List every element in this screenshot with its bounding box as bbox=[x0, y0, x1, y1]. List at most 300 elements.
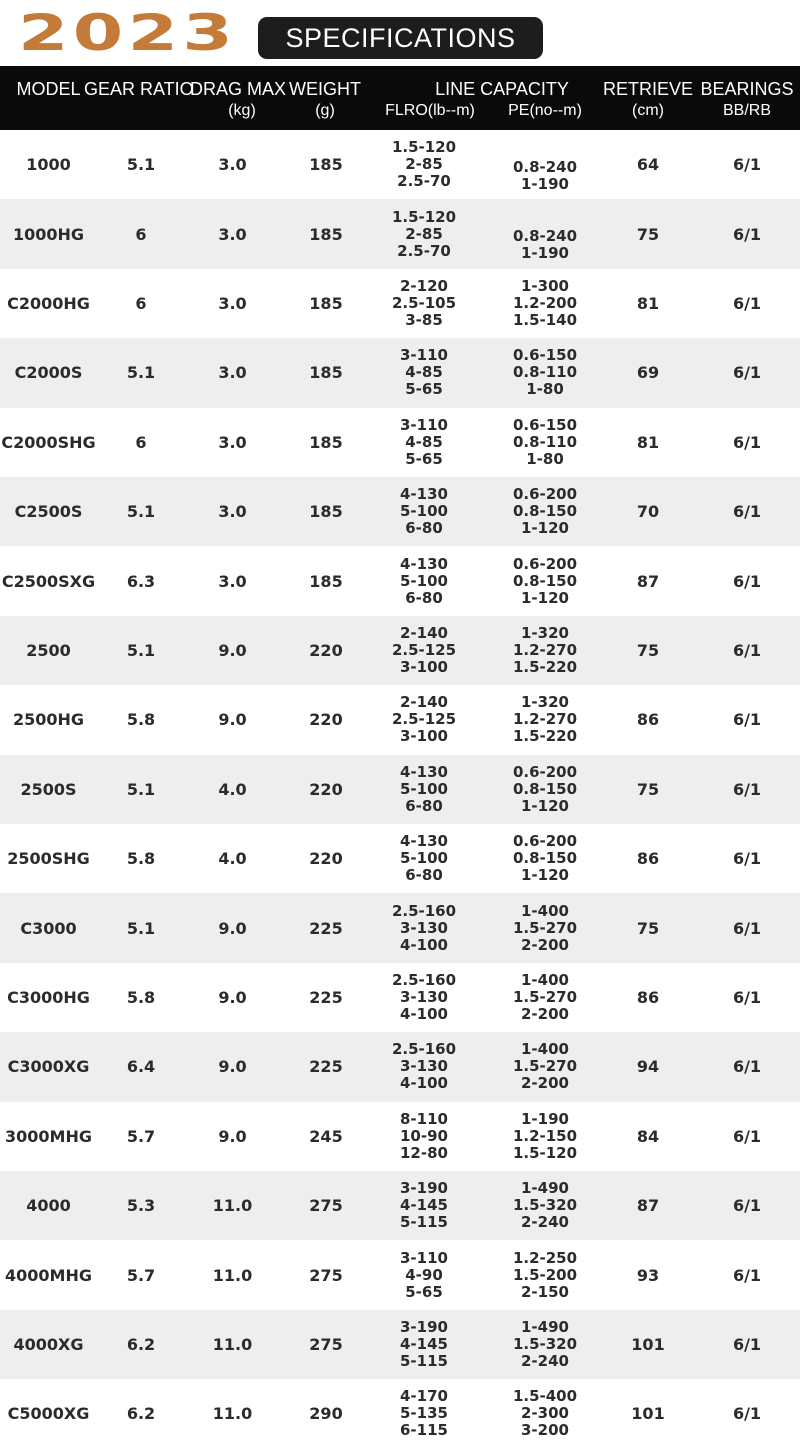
weight-cell: 275 bbox=[309, 1334, 343, 1354]
weight-cell: 220 bbox=[309, 710, 343, 730]
retrieve-cell: 93 bbox=[636, 1265, 660, 1285]
pe-cell-line: 1.5-320 bbox=[512, 1196, 578, 1215]
pe-cell-line: 0.8-240 bbox=[512, 157, 578, 176]
pe-cell bbox=[492, 963, 598, 1032]
weight-cell: 185 bbox=[309, 502, 343, 522]
bearings-cell: 6/1 bbox=[732, 293, 762, 313]
flro-cell-line: 1.5-120 bbox=[391, 207, 457, 226]
flro-cell-line: 2-140 bbox=[400, 693, 448, 712]
flro-cell-line: 2-85 bbox=[405, 224, 443, 243]
pe-cell-line: 0.6-150 bbox=[512, 346, 578, 365]
flro-cell-line: 2.5-160 bbox=[391, 970, 457, 989]
flro-cell-line: 4-85 bbox=[405, 363, 443, 382]
pe-cell-line: 1-190 bbox=[521, 244, 569, 263]
drag-max-cell: 3.0 bbox=[218, 571, 247, 591]
flro-cell-line: 6-80 bbox=[405, 519, 443, 538]
bearings-cell: 6/1 bbox=[732, 571, 762, 591]
table-row bbox=[0, 1171, 800, 1240]
model-cell: 4000 bbox=[26, 1196, 71, 1216]
pe-cell-line: 0.6-200 bbox=[512, 762, 578, 781]
model-cell: C3000XG bbox=[7, 1057, 90, 1077]
retrieve-cell: 75 bbox=[636, 640, 660, 660]
table-row bbox=[0, 963, 800, 1032]
drag-max-cell: 9.0 bbox=[218, 987, 247, 1007]
gear-ratio-cell: 5.1 bbox=[126, 363, 156, 383]
pe-cell-line: 1.2-270 bbox=[512, 640, 578, 659]
flro-cell-line: 5-135 bbox=[400, 1404, 448, 1423]
weight-cell: 220 bbox=[309, 849, 343, 869]
flro-cell-line: 6-80 bbox=[405, 588, 443, 607]
pe-cell-line: 2-150 bbox=[521, 1282, 569, 1301]
pe-cell bbox=[492, 616, 598, 685]
col-bearings-label: BEARINGS bbox=[700, 79, 794, 99]
weight-cell: 185 bbox=[309, 363, 343, 383]
flro-cell-line: 3-130 bbox=[400, 918, 448, 937]
pe-cell bbox=[492, 1240, 598, 1309]
table-row bbox=[0, 1310, 800, 1379]
retrieve-cell: 81 bbox=[636, 432, 660, 452]
table-row bbox=[0, 824, 800, 893]
pe-cell bbox=[492, 893, 598, 962]
drag-max-cell: 9.0 bbox=[218, 640, 247, 660]
retrieve-cell: 86 bbox=[636, 849, 660, 869]
pe-cell-line: 1-80 bbox=[526, 380, 564, 399]
retrieve-cell: 75 bbox=[636, 918, 660, 938]
table-row bbox=[0, 685, 800, 754]
flro-cell-line: 4-170 bbox=[400, 1387, 448, 1406]
pe-cell-line: 1.2-250 bbox=[512, 1248, 578, 1267]
flro-cell-line: 4-145 bbox=[400, 1334, 448, 1353]
gear-ratio-cell: 6.2 bbox=[126, 1334, 156, 1354]
model-cell: C2000S bbox=[14, 363, 83, 383]
table-row bbox=[0, 755, 800, 824]
bearings-cell: 6/1 bbox=[732, 849, 762, 869]
table-row bbox=[0, 408, 800, 477]
col-drag-max bbox=[190, 79, 286, 121]
bearings-cell: 6/1 bbox=[732, 363, 762, 383]
specifications-title bbox=[258, 17, 543, 59]
gear-ratio-cell: 5.7 bbox=[126, 1265, 156, 1285]
flro-cell-line: 5-100 bbox=[400, 849, 448, 868]
bearings-cell: 6/1 bbox=[732, 987, 762, 1007]
drag-max-cell: 4.0 bbox=[218, 849, 247, 869]
gear-ratio-cell: 6.4 bbox=[126, 1057, 156, 1077]
pe-cell-line: 0.8-150 bbox=[512, 849, 578, 868]
table-row bbox=[0, 1240, 800, 1309]
pe-cell-line: 1-490 bbox=[521, 1317, 569, 1336]
drag-max-cell: 3.0 bbox=[218, 363, 247, 383]
pe-cell-line: 1-120 bbox=[521, 519, 569, 538]
gear-ratio-cell: 6 bbox=[135, 224, 147, 244]
col-gear-ratio-label: GEAR RATIO bbox=[84, 79, 194, 99]
flro-cell-line: 6-115 bbox=[400, 1421, 448, 1440]
col-retrieve bbox=[602, 79, 694, 121]
weight-cell: 225 bbox=[309, 1057, 343, 1077]
model-cell: 4000MHG bbox=[5, 1265, 92, 1285]
flro-cell-line: 6-80 bbox=[405, 866, 443, 885]
gear-ratio-cell: 5.1 bbox=[126, 918, 156, 938]
table-row bbox=[0, 546, 800, 615]
flro-cell-line: 3-100 bbox=[400, 727, 448, 746]
weight-cell: 225 bbox=[309, 987, 343, 1007]
weight-cell: 185 bbox=[309, 432, 343, 452]
pe-cell-line: 0.6-200 bbox=[512, 554, 578, 573]
flro-cell-line: 2-140 bbox=[400, 623, 448, 642]
table-row bbox=[0, 477, 800, 546]
flro-cell-line: 3-130 bbox=[400, 1057, 448, 1076]
col-gear-ratio bbox=[84, 79, 194, 100]
weight-cell: 290 bbox=[309, 1404, 343, 1424]
drag-max-cell: 11.0 bbox=[212, 1196, 253, 1216]
pe-cell bbox=[492, 130, 598, 199]
pe-cell-line: 3-200 bbox=[521, 1421, 569, 1440]
col-weight bbox=[285, 79, 365, 121]
table-row bbox=[0, 130, 800, 199]
pe-cell-line: 0.6-200 bbox=[512, 832, 578, 851]
pe-cell-line: 1-120 bbox=[521, 588, 569, 607]
retrieve-cell: 64 bbox=[636, 155, 660, 175]
weight-cell: 185 bbox=[309, 571, 343, 591]
flro-cell-line: 5-100 bbox=[400, 779, 448, 798]
drag-max-cell: 11.0 bbox=[212, 1265, 253, 1285]
pe-cell bbox=[492, 824, 598, 893]
drag-max-cell: 11.0 bbox=[212, 1334, 253, 1354]
flro-cell bbox=[372, 616, 476, 685]
pe-cell-line: 1-190 bbox=[521, 1109, 569, 1128]
model-cell: 1000 bbox=[26, 155, 71, 175]
weight-cell: 220 bbox=[309, 779, 343, 799]
bearings-cell: 6/1 bbox=[732, 1196, 762, 1216]
retrieve-cell: 75 bbox=[636, 224, 660, 244]
pe-cell-line: 1.5-220 bbox=[512, 657, 578, 676]
pe-cell-line: 1-400 bbox=[521, 1040, 569, 1059]
flro-cell-line: 3-190 bbox=[400, 1317, 448, 1336]
pe-cell-line: 0.8-110 bbox=[512, 363, 578, 382]
pe-cell bbox=[492, 408, 598, 477]
flro-cell bbox=[372, 546, 476, 615]
pe-cell bbox=[492, 1379, 598, 1448]
bearings-cell: 6/1 bbox=[732, 502, 762, 522]
flro-cell bbox=[372, 824, 476, 893]
flro-cell-line: 2.5-105 bbox=[391, 293, 457, 312]
flro-cell bbox=[372, 1171, 476, 1240]
model-cell: C2000SHG bbox=[1, 432, 96, 452]
flro-cell-line: 5-115 bbox=[400, 1213, 448, 1232]
weight-cell: 275 bbox=[309, 1265, 343, 1285]
pe-cell-line: 0.8-150 bbox=[512, 571, 578, 590]
gear-ratio-cell: 5.1 bbox=[126, 779, 156, 799]
drag-max-cell: 3.0 bbox=[218, 155, 247, 175]
flro-cell-line: 2.5-70 bbox=[397, 241, 451, 260]
flro-cell-line: 3-130 bbox=[400, 987, 448, 1006]
pe-cell-line: 0.6-150 bbox=[512, 415, 578, 434]
flro-cell-line: 4-130 bbox=[400, 762, 448, 781]
model-cell: 2500SHG bbox=[7, 849, 90, 869]
flro-cell bbox=[372, 1102, 476, 1171]
flro-cell-line: 4-90 bbox=[405, 1265, 443, 1284]
flro-cell bbox=[372, 1240, 476, 1309]
table-row bbox=[0, 269, 800, 338]
gear-ratio-cell: 6.2 bbox=[126, 1404, 156, 1424]
pe-cell-line: 1.5-320 bbox=[512, 1334, 578, 1353]
gear-ratio-cell: 5.7 bbox=[126, 1126, 156, 1146]
col-pe-label: PE(no--m) bbox=[508, 102, 582, 119]
model-cell: C2500S bbox=[14, 502, 83, 522]
retrieve-cell: 101 bbox=[631, 1334, 665, 1354]
table-row bbox=[0, 1379, 800, 1448]
pe-cell-line: 1-120 bbox=[521, 796, 569, 815]
pe-cell-line: 1-320 bbox=[521, 693, 569, 712]
flro-cell-line: 3-110 bbox=[400, 346, 448, 365]
col-drag-max-unit: (kg) bbox=[228, 102, 256, 119]
pe-cell-line: 1.5-220 bbox=[512, 727, 578, 746]
weight-cell: 185 bbox=[309, 155, 343, 175]
pe-cell bbox=[492, 338, 598, 407]
flro-cell-line: 2-120 bbox=[400, 276, 448, 295]
model-cell: 2500 bbox=[26, 640, 71, 660]
table-header bbox=[0, 66, 800, 130]
flro-cell-line: 5-65 bbox=[405, 380, 443, 399]
flro-cell-line: 8-110 bbox=[400, 1109, 448, 1128]
bearings-cell: 6/1 bbox=[732, 779, 762, 799]
col-bearings bbox=[694, 79, 800, 121]
col-retrieve-unit: (cm) bbox=[632, 102, 664, 119]
drag-max-cell: 4.0 bbox=[218, 779, 247, 799]
pe-cell-line: 0.8-110 bbox=[512, 432, 578, 451]
flro-cell bbox=[372, 477, 476, 546]
table-row bbox=[0, 1102, 800, 1171]
flro-cell-line: 3-110 bbox=[400, 415, 448, 434]
col-drag-max-label: DRAG MAX bbox=[190, 79, 287, 99]
pe-cell bbox=[492, 685, 598, 754]
gear-ratio-cell: 5.1 bbox=[126, 640, 156, 660]
pe-cell bbox=[492, 1310, 598, 1379]
gear-ratio-cell: 5.8 bbox=[126, 849, 156, 869]
flro-cell bbox=[372, 1379, 476, 1448]
flro-cell-line: 5-65 bbox=[405, 1282, 443, 1301]
drag-max-cell: 3.0 bbox=[218, 224, 247, 244]
gear-ratio-cell: 5.8 bbox=[126, 710, 156, 730]
flro-cell-line: 5-100 bbox=[400, 502, 448, 521]
top-banner bbox=[0, 0, 800, 66]
flro-cell-line: 4-100 bbox=[400, 935, 448, 954]
weight-cell: 185 bbox=[309, 224, 343, 244]
gear-ratio-cell: 5.3 bbox=[126, 1196, 156, 1216]
retrieve-cell: 81 bbox=[636, 293, 660, 313]
drag-max-cell: 3.0 bbox=[218, 502, 247, 522]
model-cell: C5000XG bbox=[7, 1404, 90, 1424]
pe-cell-line: 1.5-200 bbox=[512, 1265, 578, 1284]
pe-cell bbox=[492, 477, 598, 546]
col-bearings-unit: BB/RB bbox=[722, 102, 771, 119]
flro-cell-line: 5-115 bbox=[400, 1351, 448, 1370]
retrieve-cell: 87 bbox=[636, 571, 660, 591]
drag-max-cell: 9.0 bbox=[218, 1057, 247, 1077]
bearings-cell: 6/1 bbox=[732, 1265, 762, 1285]
pe-cell bbox=[492, 755, 598, 824]
retrieve-cell: 94 bbox=[636, 1057, 660, 1077]
retrieve-cell: 70 bbox=[636, 502, 660, 522]
bearings-cell: 6/1 bbox=[732, 918, 762, 938]
pe-cell-line: 1-400 bbox=[521, 970, 569, 989]
flro-cell-line: 12-80 bbox=[400, 1143, 448, 1162]
retrieve-cell: 84 bbox=[636, 1126, 660, 1146]
drag-max-cell: 11.0 bbox=[212, 1404, 253, 1424]
flro-cell-line: 2.5-160 bbox=[391, 1040, 457, 1059]
model-cell: C3000 bbox=[20, 918, 77, 938]
flro-cell-line: 2.5-125 bbox=[391, 710, 457, 729]
flro-cell bbox=[372, 338, 476, 407]
retrieve-cell: 69 bbox=[636, 363, 660, 383]
year-label: 2023 bbox=[18, 4, 238, 62]
gear-ratio-cell: 6 bbox=[135, 432, 147, 452]
retrieve-cell: 86 bbox=[636, 710, 660, 730]
pe-cell-line: 2-200 bbox=[521, 1074, 569, 1093]
model-cell: 1000HG bbox=[12, 224, 85, 244]
bearings-cell: 6/1 bbox=[732, 710, 762, 730]
col-model-label: MODEL bbox=[16, 79, 81, 99]
weight-cell: 245 bbox=[309, 1126, 343, 1146]
weight-cell: 225 bbox=[309, 918, 343, 938]
drag-max-cell: 9.0 bbox=[218, 918, 247, 938]
model-cell: 2500S bbox=[20, 779, 77, 799]
col-line-capacity bbox=[392, 79, 612, 100]
pe-cell-line: 2-300 bbox=[521, 1404, 569, 1423]
gear-ratio-cell: 6.3 bbox=[126, 571, 156, 591]
pe-cell-line: 1.5-270 bbox=[512, 918, 578, 937]
pe-cell-line: 1.5-120 bbox=[512, 1143, 578, 1162]
gear-ratio-cell: 5.8 bbox=[126, 987, 156, 1007]
col-flro bbox=[370, 100, 490, 121]
col-weight-unit: (g) bbox=[315, 102, 335, 119]
pe-cell-line: 2-240 bbox=[521, 1351, 569, 1370]
pe-cell-line: 1-400 bbox=[521, 901, 569, 920]
pe-cell bbox=[492, 1032, 598, 1101]
col-pe bbox=[492, 100, 598, 121]
flro-cell bbox=[372, 755, 476, 824]
table-row bbox=[0, 893, 800, 962]
pe-cell-line: 0.6-200 bbox=[512, 485, 578, 504]
pe-cell-line: 2-200 bbox=[521, 935, 569, 954]
table-row bbox=[0, 199, 800, 268]
gear-ratio-cell: 5.1 bbox=[126, 502, 156, 522]
pe-cell-line: 1-120 bbox=[521, 866, 569, 885]
flro-cell bbox=[372, 1032, 476, 1101]
pe-cell-line: 2-200 bbox=[521, 1004, 569, 1023]
flro-cell bbox=[372, 893, 476, 962]
bearings-cell: 6/1 bbox=[732, 1404, 762, 1424]
bearings-cell: 6/1 bbox=[732, 1126, 762, 1146]
flro-cell-line: 3-110 bbox=[400, 1248, 448, 1267]
model-cell: 4000XG bbox=[13, 1334, 84, 1354]
flro-cell-line: 2-85 bbox=[405, 155, 443, 174]
flro-cell-line: 4-130 bbox=[400, 485, 448, 504]
specifications-title-text: SPECIFICATIONS bbox=[285, 22, 516, 53]
flro-cell-line: 4-100 bbox=[400, 1074, 448, 1093]
drag-max-cell: 9.0 bbox=[218, 1126, 247, 1146]
flro-cell-line: 3-190 bbox=[400, 1179, 448, 1198]
pe-cell-line: 1.2-150 bbox=[512, 1126, 578, 1145]
flro-cell-line: 5-100 bbox=[400, 571, 448, 590]
drag-max-cell: 9.0 bbox=[218, 710, 247, 730]
pe-cell-line: 1-320 bbox=[521, 623, 569, 642]
table-row bbox=[0, 616, 800, 685]
retrieve-cell: 75 bbox=[636, 779, 660, 799]
pe-cell bbox=[492, 269, 598, 338]
retrieve-cell: 101 bbox=[631, 1404, 665, 1424]
col-model bbox=[0, 79, 97, 100]
flro-cell-line: 3-100 bbox=[400, 657, 448, 676]
retrieve-cell: 87 bbox=[636, 1196, 660, 1216]
flro-cell-line: 4-85 bbox=[405, 432, 443, 451]
bearings-cell: 6/1 bbox=[732, 155, 762, 175]
model-cell: C3000HG bbox=[7, 987, 90, 1007]
pe-cell bbox=[492, 1102, 598, 1171]
flro-cell bbox=[372, 1310, 476, 1379]
pe-cell bbox=[492, 199, 598, 268]
model-cell: 2500HG bbox=[12, 710, 85, 730]
flro-cell-line: 3-85 bbox=[405, 310, 443, 329]
flro-cell-line: 6-80 bbox=[405, 796, 443, 815]
pe-cell-line: 1-190 bbox=[521, 174, 569, 193]
col-line-capacity-label: LINE CAPACITY bbox=[435, 79, 569, 99]
pe-cell-line: 1-80 bbox=[526, 449, 564, 468]
pe-cell-line: 1.5-400 bbox=[512, 1387, 578, 1406]
weight-cell: 185 bbox=[309, 293, 343, 313]
flro-cell-line: 2.5-160 bbox=[391, 901, 457, 920]
col-retrieve-label: RETRIEVE bbox=[602, 79, 694, 99]
col-weight-label: WEIGHT bbox=[289, 79, 361, 99]
table-row bbox=[0, 338, 800, 407]
gear-ratio-cell: 5.1 bbox=[126, 155, 156, 175]
table-row bbox=[0, 1032, 800, 1101]
flro-cell-line: 4-145 bbox=[400, 1196, 448, 1215]
flro-cell-line: 4-100 bbox=[400, 1004, 448, 1023]
bearings-cell: 6/1 bbox=[732, 1057, 762, 1077]
col-flro-label: FLRO(lb--m) bbox=[385, 102, 475, 119]
pe-cell-line: 0.8-240 bbox=[512, 227, 578, 246]
flro-cell-line: 4-130 bbox=[400, 832, 448, 851]
pe-cell-line: 1.2-270 bbox=[512, 710, 578, 729]
drag-max-cell: 3.0 bbox=[218, 432, 247, 452]
flro-cell bbox=[372, 269, 476, 338]
pe-cell-line: 1.2-200 bbox=[512, 293, 578, 312]
pe-cell-line: 1.5-270 bbox=[512, 987, 578, 1006]
pe-cell-line: 1.5-140 bbox=[512, 310, 578, 329]
pe-cell bbox=[492, 1171, 598, 1240]
flro-cell-line: 4-130 bbox=[400, 554, 448, 573]
pe-cell-line: 2-240 bbox=[521, 1213, 569, 1232]
bearings-cell: 6/1 bbox=[732, 1334, 762, 1354]
flro-cell-line: 2.5-125 bbox=[391, 640, 457, 659]
drag-max-cell: 3.0 bbox=[218, 293, 247, 313]
bearings-cell: 6/1 bbox=[732, 224, 762, 244]
model-cell: C2000HG bbox=[7, 293, 90, 313]
model-cell: 3000MHG bbox=[5, 1126, 92, 1146]
pe-cell-line: 1-490 bbox=[521, 1179, 569, 1198]
retrieve-cell: 86 bbox=[636, 987, 660, 1007]
weight-cell: 220 bbox=[309, 640, 343, 660]
pe-cell-line: 1.5-270 bbox=[512, 1057, 578, 1076]
flro-cell-line: 2.5-70 bbox=[397, 172, 451, 191]
flro-cell-line: 5-65 bbox=[405, 449, 443, 468]
flro-cell-line: 10-90 bbox=[400, 1126, 448, 1145]
flro-cell bbox=[372, 130, 476, 199]
pe-cell-line: 1-300 bbox=[521, 276, 569, 295]
flro-cell-line: 1.5-120 bbox=[391, 138, 457, 157]
pe-cell-line: 0.8-150 bbox=[512, 502, 578, 521]
weight-cell: 275 bbox=[309, 1196, 343, 1216]
